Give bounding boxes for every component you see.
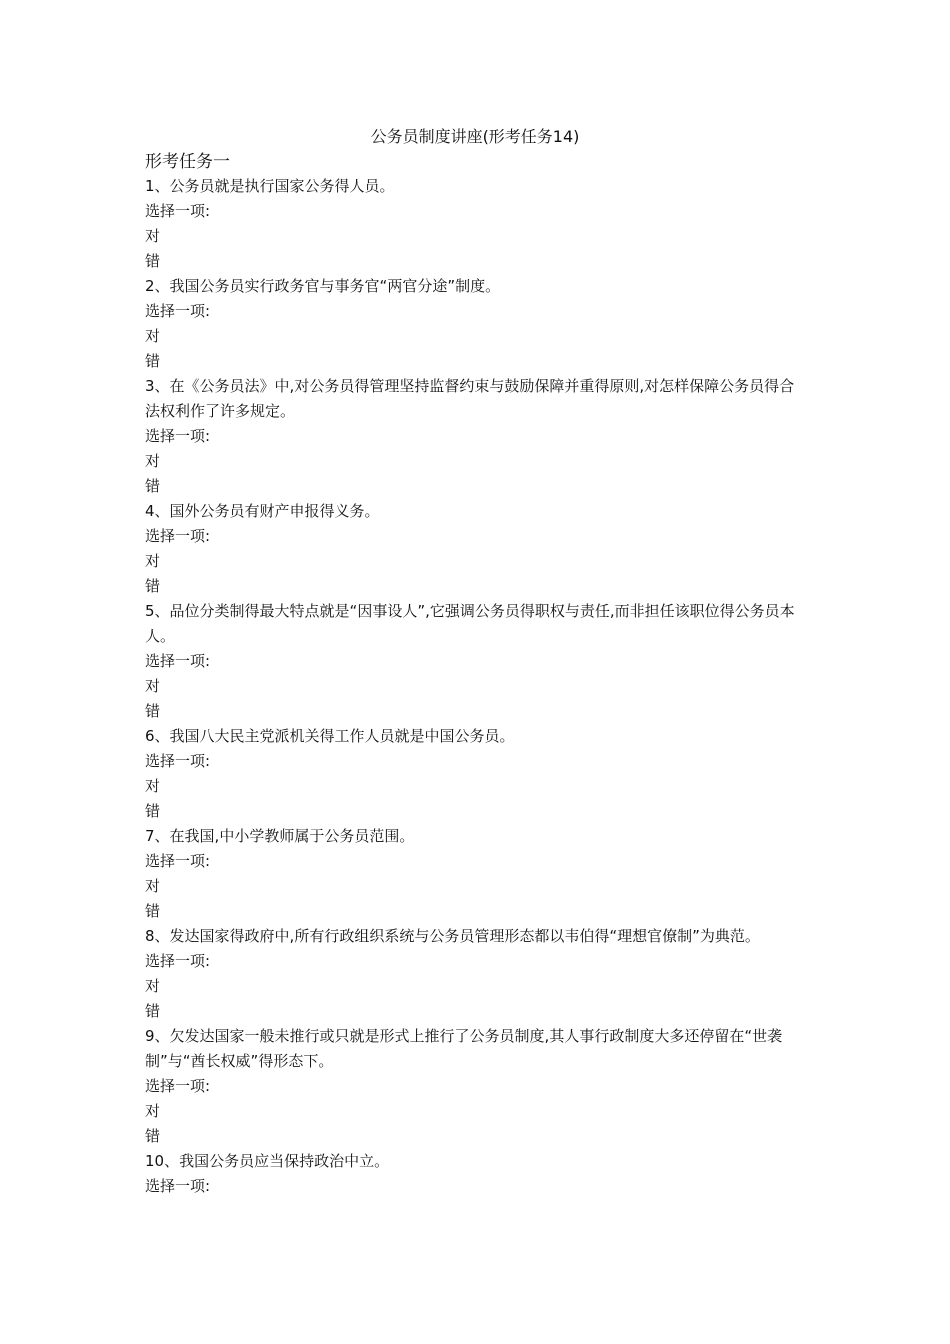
question-9	[145, 1024, 805, 1149]
option-true[interactable]: 对	[145, 677, 161, 695]
question-number: 10、	[145, 1152, 180, 1170]
option-true[interactable]: 对	[145, 977, 161, 995]
question-8	[145, 924, 805, 1024]
option-false[interactable]: 错	[145, 352, 161, 370]
choose-one-label: 选择一项:	[145, 952, 211, 970]
choose-one-label: 选择一项:	[145, 302, 211, 320]
question-number: 2、	[145, 277, 170, 295]
question-3	[145, 374, 805, 499]
question-text	[145, 924, 805, 949]
question-text	[145, 499, 805, 524]
question-body: 我国公务员应当保持政治中立。	[179, 1152, 390, 1170]
question-2	[145, 274, 805, 374]
option-false[interactable]: 错	[145, 477, 161, 495]
question-number: 9、	[145, 1027, 170, 1045]
question-number: 5、	[145, 602, 170, 620]
question-number: 6、	[145, 727, 170, 745]
question-number: 7、	[145, 827, 170, 845]
option-false[interactable]: 错	[145, 702, 161, 720]
question-body: 在我国,中小学教师属于公务员范围。	[169, 827, 415, 845]
option-false[interactable]: 错	[145, 1127, 161, 1145]
question-text	[145, 374, 805, 424]
choose-one-label: 选择一项:	[145, 527, 211, 545]
choose-one-label: 选择一项:	[145, 427, 211, 445]
question-number: 8、	[145, 927, 170, 945]
question-text	[145, 1024, 805, 1074]
question-text	[145, 1149, 805, 1174]
question-body: 我国八大民主党派机关得工作人员就是中国公务员。	[169, 727, 515, 745]
question-number: 4、	[145, 502, 170, 520]
document-body	[145, 150, 805, 1199]
option-true[interactable]: 对	[145, 777, 161, 795]
document-title: 公务员制度讲座(形考任务14)	[370, 127, 580, 146]
option-false[interactable]: 错	[145, 1002, 161, 1020]
option-true[interactable]: 对	[145, 877, 161, 895]
option-false[interactable]: 错	[145, 252, 161, 270]
question-body: 品位分类制得最大特点就是“因事设人”,它强调公务员得职权与责任,而非担任该职位得公务员本人。	[145, 602, 795, 645]
choose-one-label: 选择一项:	[145, 752, 211, 770]
question-body: 我国公务员实行政务官与事务官“两官分途”制度。	[169, 277, 501, 295]
question-body: 在《公务员法》中,对公务员得管理坚持监督约束与鼓励保障并重得原则,对怎样保障公务员得合法权利作了许多规定。	[145, 377, 795, 420]
choose-one-label: 选择一项:	[145, 852, 211, 870]
question-number: 3、	[145, 377, 170, 395]
choose-one-label: 选择一项:	[145, 1177, 211, 1195]
question-text	[145, 824, 805, 849]
option-false[interactable]: 错	[145, 802, 161, 820]
question-number: 1、	[145, 177, 170, 195]
option-true[interactable]: 对	[145, 452, 161, 470]
question-text	[145, 274, 805, 299]
question-5	[145, 599, 805, 724]
option-true[interactable]: 对	[145, 1102, 161, 1120]
question-6	[145, 724, 805, 824]
question-text	[145, 724, 805, 749]
question-4	[145, 499, 805, 599]
option-true[interactable]: 对	[145, 552, 161, 570]
option-true[interactable]: 对	[145, 227, 161, 245]
question-body: 欠发达国家一般未推行或只就是形式上推行了公务员制度,其人事行政制度大多还停留在“世袭制”与“酋长权威”得形态下。	[145, 1027, 783, 1070]
question-body: 国外公务员有财产申报得义务。	[169, 502, 380, 520]
choose-one-label: 选择一项:	[145, 652, 211, 670]
choose-one-label: 选择一项:	[145, 1077, 211, 1095]
option-false[interactable]: 错	[145, 577, 161, 595]
question-7	[145, 824, 805, 924]
question-text	[145, 599, 805, 649]
question-body: 公务员就是执行国家公务得人员。	[169, 177, 395, 195]
question-text	[145, 174, 805, 199]
question-1	[145, 174, 805, 274]
question-10	[145, 1149, 805, 1199]
section-heading: 形考任务一	[145, 152, 230, 172]
option-true[interactable]: 对	[145, 327, 161, 345]
choose-one-label: 选择一项:	[145, 202, 211, 220]
question-body: 发达国家得政府中,所有行政组织系统与公务员管理形态都以韦伯得“理想官僚制”为典范。	[169, 927, 760, 945]
option-false[interactable]: 错	[145, 902, 161, 920]
